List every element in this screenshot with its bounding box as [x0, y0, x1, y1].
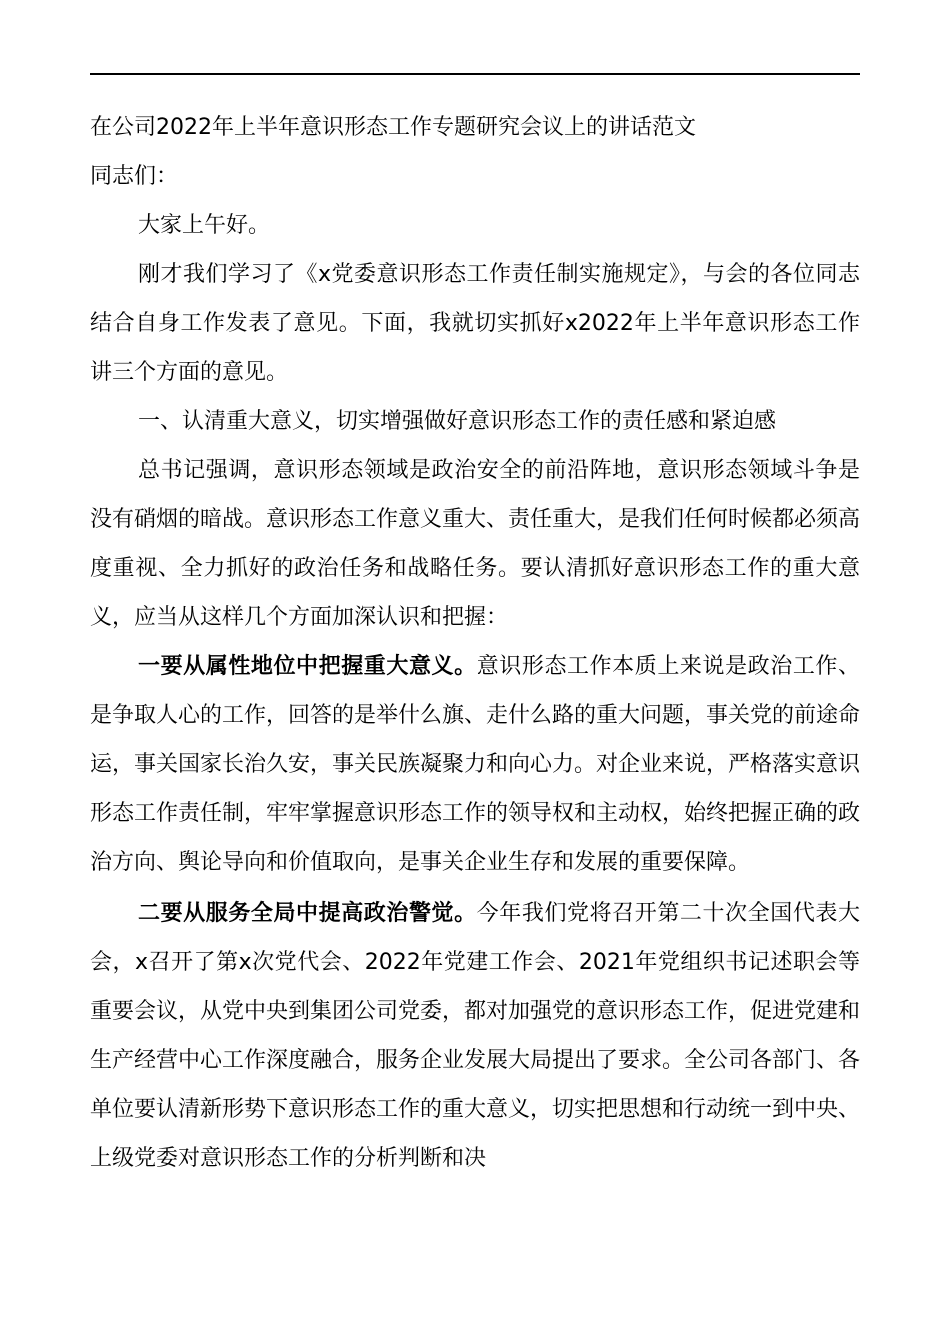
point2-paragraph — [90, 889, 860, 1183]
document-body — [90, 104, 860, 1183]
salutation: 同志们： — [90, 164, 179, 189]
point1-lead: 一要从属性地位中把握重大意义。 — [138, 654, 477, 679]
greeting: 大家上午好。 — [138, 213, 271, 238]
header-rule — [90, 73, 860, 75]
section1-heading: 一、认清重大意义，切实增强做好意识形态工作的责任感和紧迫感 — [138, 409, 777, 434]
point2-text: 今年我们党将召开第二十次全国代表大会，x召开了第x次党代会、2022年党建工作会、2021年党组织书记述职会等重要会议，从党中央到集团公司党委，都对加强党的意识形态工作，促进党建和生产经营中心工作深度融合，服务企业发展大局提出了要求。全公司各部门、各单位要认清新形势下意识形态工作的重大意义，切实把思想和行动统一到中央、上级党委对意识形态工作的分析判断和决 — [90, 901, 861, 1171]
intro-paragraph: 刚才我们学习了《x党委意识形态工作责任制实施规定》，与会的各位同志结合自身工作发表了意见。下面，我就切实抓好x2022年上半年意识形态工作讲三个方面的意见。 — [90, 262, 860, 385]
point1-text: 意识形态工作本质上来说是政治工作、是争取人心的工作，回答的是举什么旗、走什么路的重大问题，事关党的前途命运，事关国家长治久安，事关民族凝聚力和向心力。对企业来说，严格落实意识形态工作责任制，牢牢掌握意识形态工作的领导权和主动权，始终把握正确的政治方向、舆论导向和价值取向，是事关企业生存和发展的重要保障。 — [90, 654, 861, 875]
document-title: 在公司2022年上半年意识形态工作专题研究会议上的讲话范文 — [90, 115, 696, 140]
point2-lead: 二要从服务全局中提高政治警觉。 — [138, 901, 477, 926]
section1-paragraph: 总书记强调，意识形态领域是政治安全的前沿阵地，意识形态领域斗争是没有硝烟的暗战。意识形态工作意义重大、责任重大，是我们任何时候都必须高度重视、全力抓好的政治任务和战略任务。要认清抓好意识形态工作的重大意义，应当从这样几个方面加深认识和把握： — [90, 458, 861, 630]
point1-paragraph — [90, 642, 860, 887]
